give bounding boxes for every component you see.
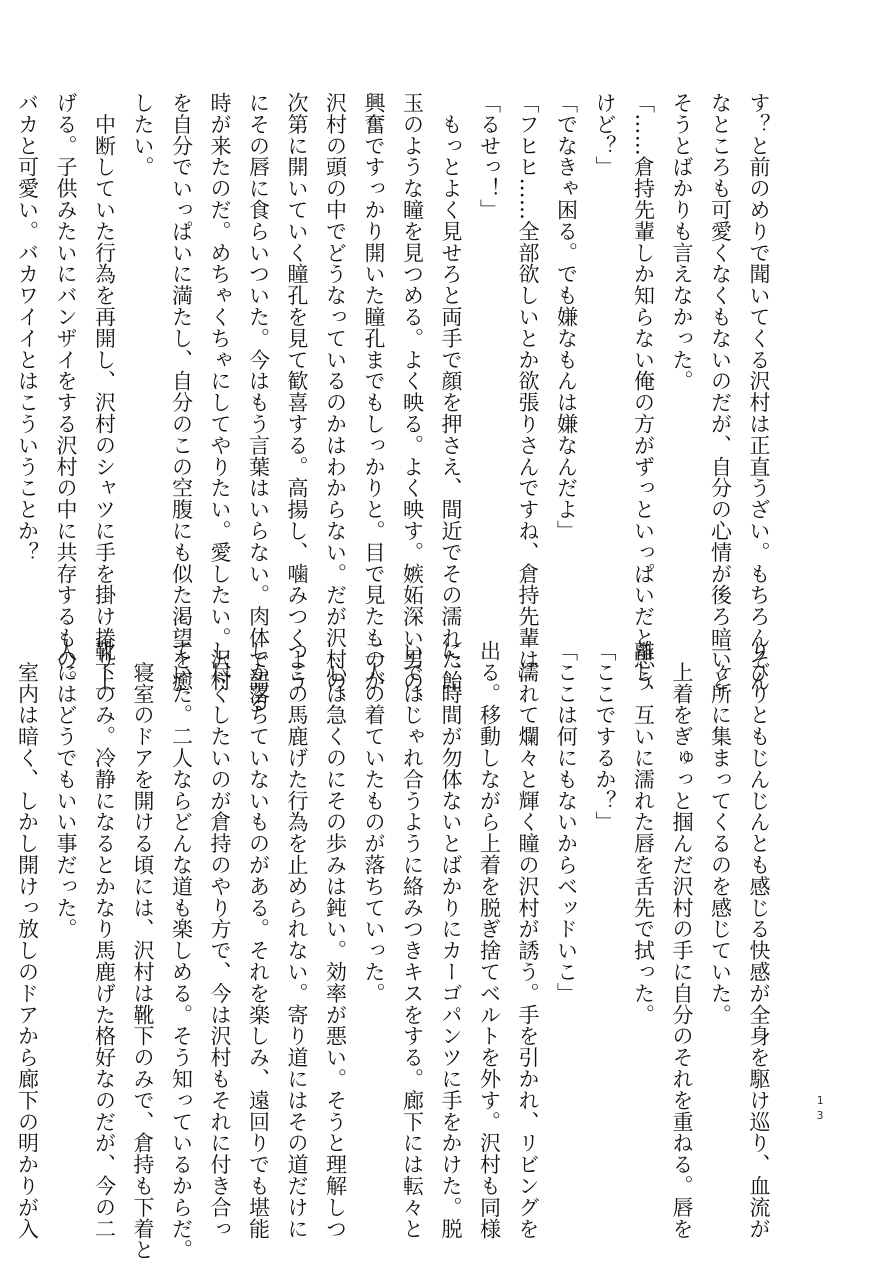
text-column: 「……倉持先輩しか知らない俺の方がずっといっぱいだと思う [631,92,656,692]
text-column: 玉のような瞳を見つめる。よく映る。よく映す。嫉妬深い男の、 [400,92,425,713]
text-column [0,640,8,1160]
text-column: しか落ちていないものがある。それを楽しみ、遠回りでも堪能 [246,640,271,1240]
text-column: す？と前のめりで聞いてくる沢村は正直うざい。もちろんそん [747,92,771,692]
text-column: もっとよく見せろと両手で顔を押さえ、間近でその濡れた飴 [439,92,463,692]
text-column: いではじゃれ合うように絡みつきキスをする。廊下には転々と [400,640,425,1240]
text-column: 室内は暗く、しかし開けっ放しのドアから廊下の明かりが入 [15,640,40,1240]
text-column: 出る。移動しながら上着を脱ぎ捨てベルトを外す。沢村も同様 [477,640,502,1240]
text-column: なところも可愛くなくもないのだが、自分の心情が後ろ暗いと [708,92,733,692]
text-column: 「でなきゃ困る。でも嫌なもんは嫌なんだよ」 [554,92,579,542]
text-column: 中断していた行為を再開し、沢村のシャツに手を掛け捲り上 [92,92,117,692]
text-column: にその唇に食らいついた。今はもう言葉はいらない。肉体で語る [246,92,271,713]
text-column: 「フヒヒ……全部欲しいとか欲張りさんですね、倉持先輩は」 [516,92,540,692]
text-column [0,92,8,612]
page-number [814,1093,826,1123]
text-column: 靴下のみ。冷静になるとかなり馬鹿げた格好なのだが、今の二 [92,640,117,1240]
text-column: つこの馬鹿げた行為を止められない。寄り道にはその道だけに [285,640,309,1240]
text-column: げる。子供みたいにバンザイをする沢村の中に共存するもの。 [54,92,78,692]
text-column: りびりともじんじんとも感じる快感が全身を駆け巡り、血流が [747,640,771,1240]
text-column: 上着をぎゅっと掴んだ沢村の手に自分のそれを重ねる。唇を [670,640,694,1240]
page-number-digit: 1 [816,1094,824,1107]
text-column: 沢村の頭の中でどうなっているのかはわからない。だが沢村の、 [323,92,348,713]
page-number-digit: 3 [816,1109,824,1122]
text-column: 興奮ですっかり開いた瞳孔までもしっかりと。目で見たものが [362,92,386,692]
text-column: 一ヶ所に集まってくるのを感じていた。 [708,640,733,1026]
text-column: けど？」 [593,92,617,178]
text-column: 次第に開いていく瞳孔を見て歓喜する。高揚し、噛みつくよう [285,92,309,692]
text-column: 二人の着ていたものが落ちていった。 [362,640,386,1004]
text-block-upper [15,92,778,713]
text-column: したい。 [131,92,155,178]
text-column: ていた。二人ならどんな道も楽しめる。そう知っているからだ。 [169,640,194,1261]
text-column: 心は急くのにその歩みは鈍い。効率が悪い。そうと理解しつ [323,640,348,1240]
text-column: 「ここでするか？」 [593,640,617,833]
text-column: 「ここは何にもないからベッドいこ」 [554,640,579,1004]
text-column: 「るせっ！」 [477,92,502,221]
text-column: バカと可愛い。バカワイイとはこういうことか？ [15,92,40,563]
text-column: 濡れて爛々と輝く瞳の沢村が誘う。手を引かれ、リビングを [516,640,540,1240]
text-column: 人にはどうでもいい事だった。 [54,640,78,940]
text-column: に、時間が勿体ないとばかりにカーゴパンツに手をかけた。脱 [439,640,463,1240]
text-block-lower [15,640,778,1261]
text-column: そうとばかりも言えなかった。 [670,92,694,392]
text-column: 離し、互いに濡れた唇を舌先で拭った。 [631,640,656,1026]
text-column: し尽くしたいのが倉持のやり方で、今は沢村もそれに付き合っ [208,640,232,1240]
text-column: 寝室のドアを開ける頃には、沢村は靴下のみで、倉持も下着と [131,640,155,1261]
text-column: 時が来たのだ。めちゃくちゃにしてやりたい。愛したい。沢村 [208,92,232,692]
text-column: を自分でいっぱいに満たし、自分のこの空腹にも似た渇望を癒 [169,92,194,692]
